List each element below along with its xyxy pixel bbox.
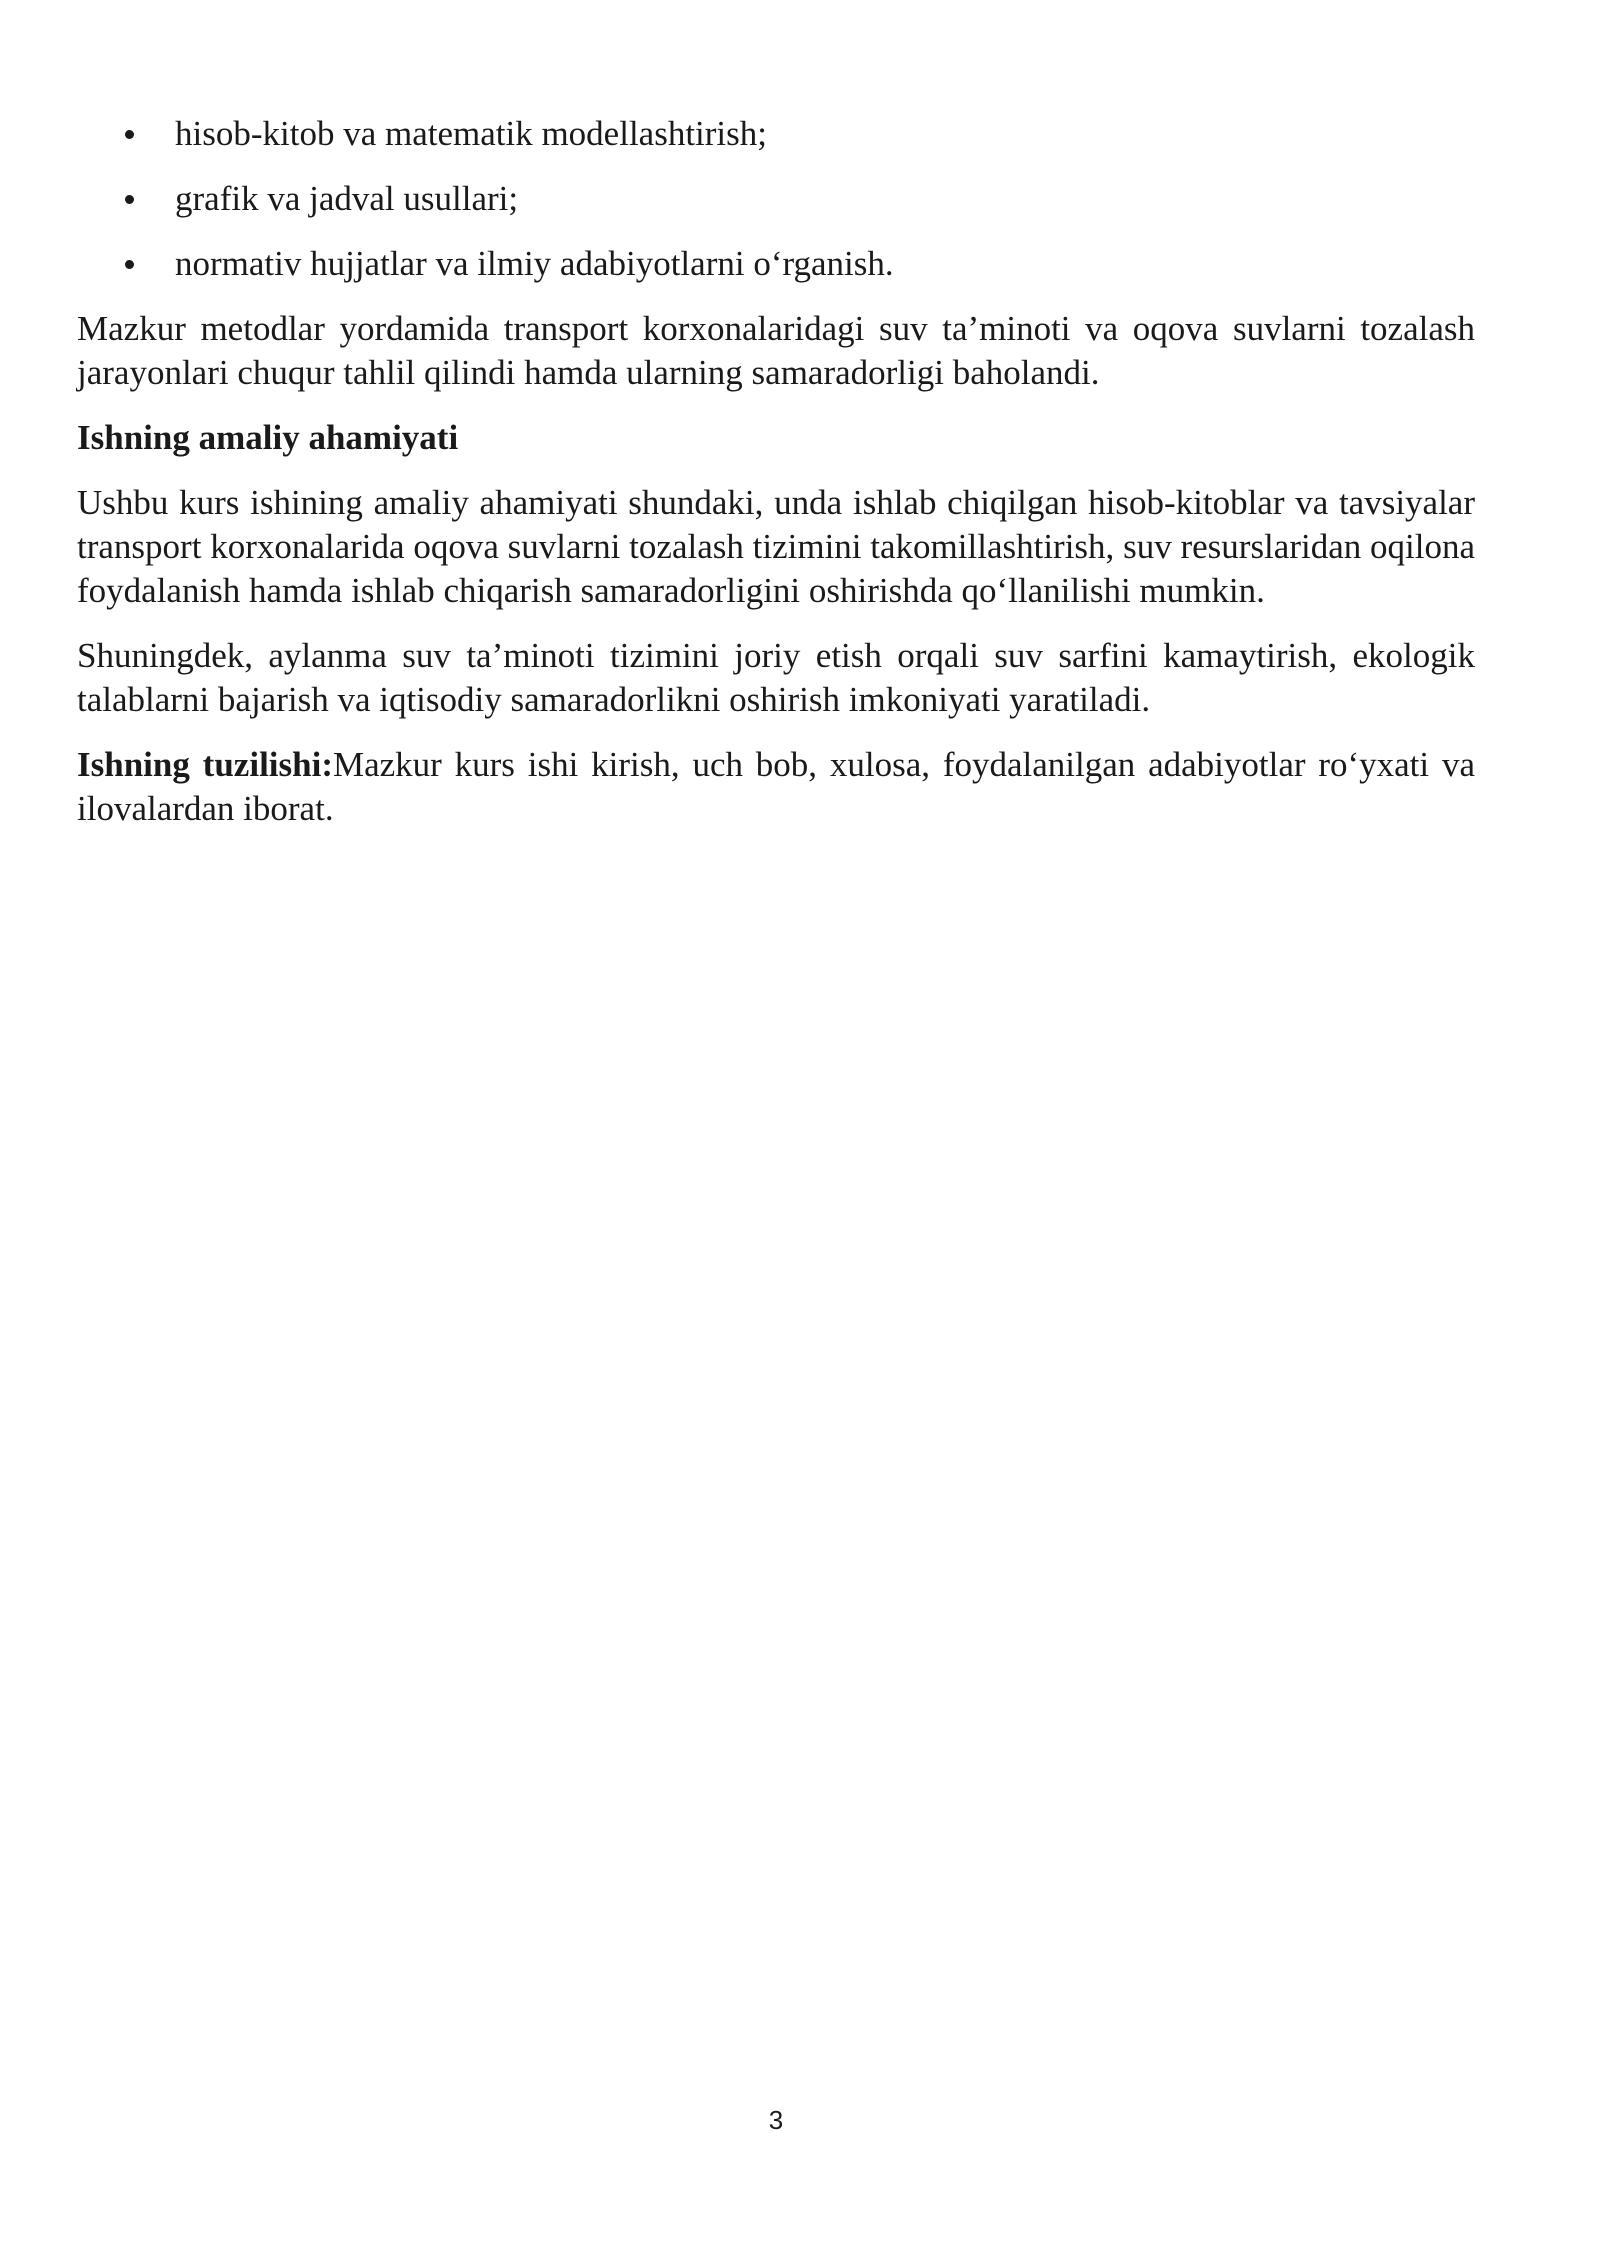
page-number: 3 bbox=[768, 2105, 784, 2135]
methods-paragraph: Mazkur metodlar yordamida transport korxonalaridagi suv ta’minoti va oqova suvlarni tozalash jarayonlari chuqur tahlil qilindi hamda ularning samaradorligi baholandi. bbox=[77, 309, 1475, 392]
structure-label: Ishning tuzilishi: bbox=[77, 745, 333, 784]
methods-list bbox=[77, 112, 1475, 286]
section-heading-practical: Ishning amaliy ahamiyati bbox=[77, 418, 459, 457]
bullet-icon bbox=[125, 195, 134, 204]
list-item bbox=[77, 242, 1475, 286]
list-item-text: hisob-kitob va matematik modellashtirish; bbox=[175, 114, 767, 153]
bullet-icon bbox=[125, 260, 134, 269]
list-item-text: grafik va jadval usullari; bbox=[175, 179, 519, 218]
structure-text: Mazkur kurs ishi kirish, uch bob, xulosa, foydalanilgan adabiyotlar ro‘yxati va ilovalardan iborat. bbox=[77, 745, 1475, 828]
list-item-text: normativ hujjatlar va ilmiy adabiyotlarni o‘rganish. bbox=[175, 244, 894, 283]
list-item bbox=[77, 177, 1475, 221]
list-item bbox=[77, 112, 1475, 156]
structure-paragraph bbox=[77, 743, 1475, 831]
document-page bbox=[77, 112, 1475, 852]
bullet-icon bbox=[125, 130, 134, 139]
practical-paragraph: Ushbu kurs ishining amaliy ahamiyati shundaki, unda ishlab chiqilgan hisob-kitoblar va tavsiyalar transport korxonalarida oqova suvlarni tozalash tizimini takomillashtirish, suv resurslaridan oqilona foydalanish hamda ishlab chiqarish samaradorligini oshirishda qo‘llanilishi mumkin. bbox=[77, 483, 1475, 610]
circulation-paragraph: Shuningdek, aylanma suv ta’minoti tizimini joriy etish orqali suv sarfini kamaytirish, ekologik talablarni bajarish va iqtisodiy samaradorlikni oshirish imkoniyati yaratiladi. bbox=[77, 636, 1475, 719]
